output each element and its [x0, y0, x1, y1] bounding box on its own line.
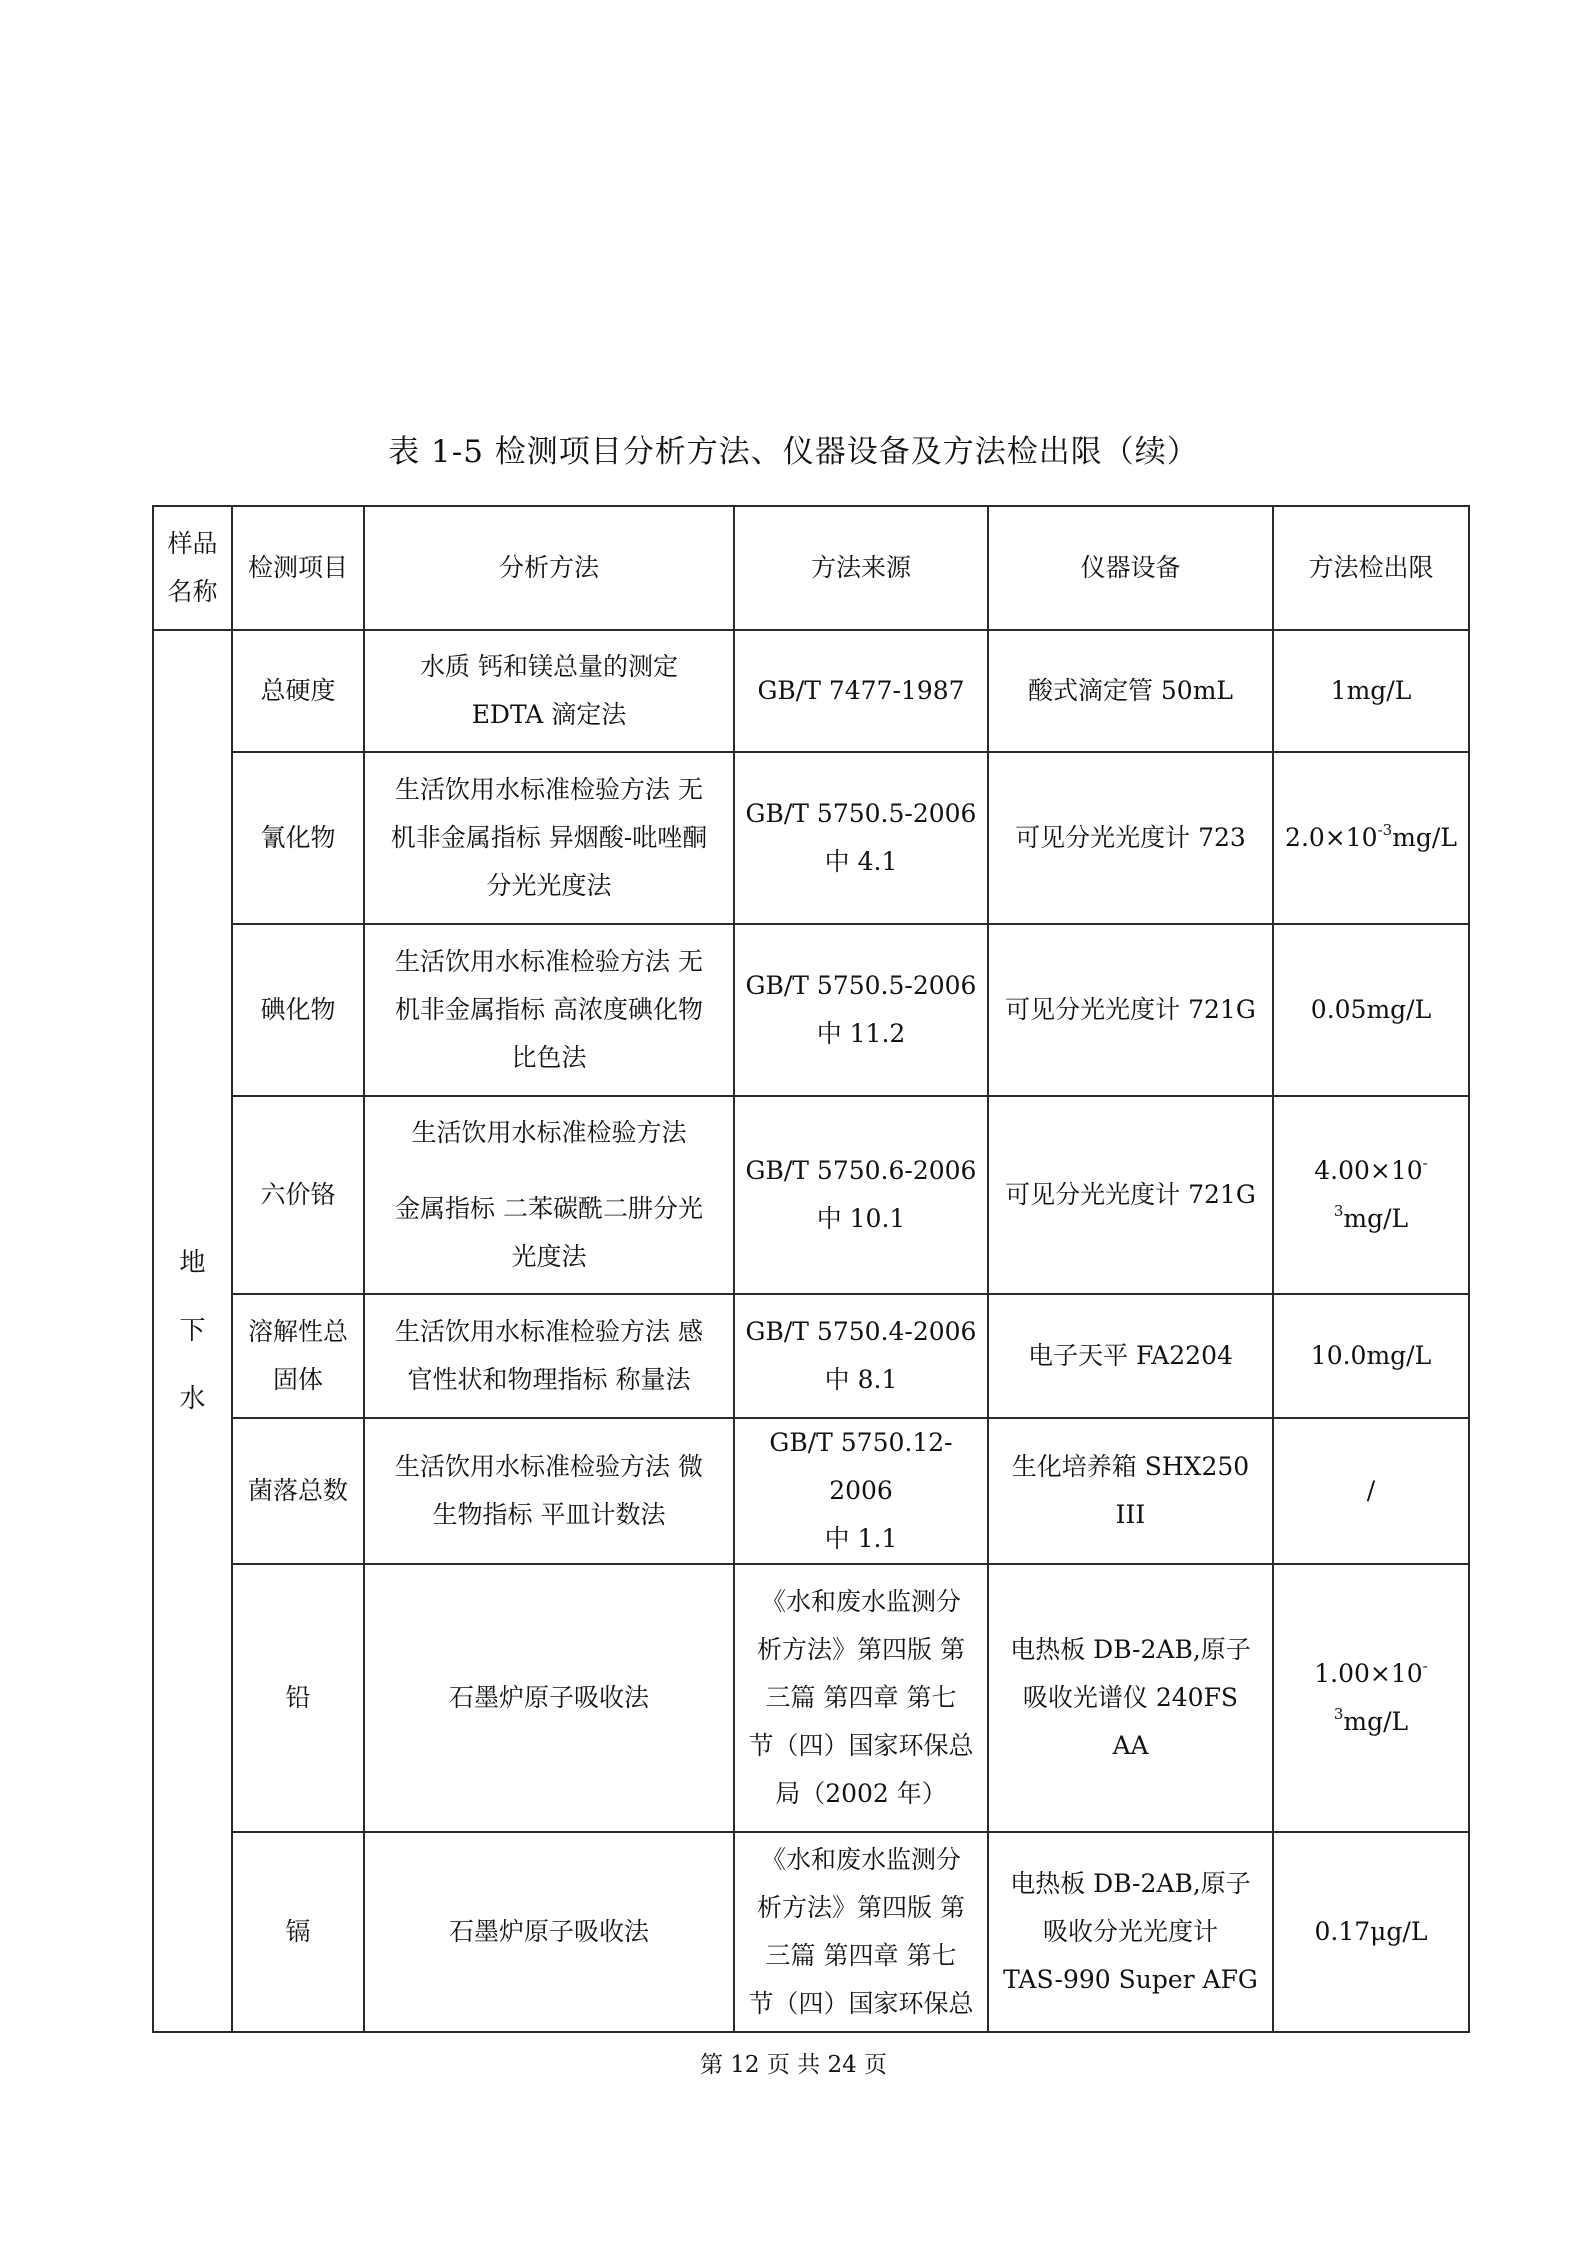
item-cell [232, 1418, 364, 1564]
header-item: 检测项目 [232, 506, 364, 630]
limit-cell [1273, 924, 1469, 1096]
instrument-line: 可见分光光度计 723 [1015, 823, 1246, 852]
method-line: 水质 钙和镁总量的测定 [420, 652, 678, 681]
limit-value [1280, 1147, 1462, 1243]
header-source: 方法来源 [734, 506, 988, 630]
item-text: 镉 [285, 1917, 311, 1946]
instrument-line: 电热板 DB-2AB,原子 [1010, 1869, 1251, 1898]
method-line: 生活饮用水标准检验方法 微 [395, 1452, 703, 1481]
limit-cell [1273, 1294, 1469, 1418]
limit-value [1280, 1332, 1462, 1380]
limit-base: 0.05mg/L [1310, 995, 1432, 1024]
source-line: 《水和废水监测分 [760, 1845, 961, 1874]
instrument-cell [988, 630, 1273, 752]
source-line: 中 10.1 [816, 1204, 906, 1233]
method-line: 石墨炉原子吸收法 [448, 1917, 649, 1946]
item-cell [232, 630, 364, 752]
header-sample-name [153, 506, 232, 630]
table-row [153, 924, 1469, 1096]
source-cell [734, 924, 988, 1096]
method-cell [364, 752, 734, 924]
item-text: 氰化物 [260, 823, 336, 852]
header-sample-name-line2: 名称 [167, 577, 218, 606]
source-line: 节（四）国家环保总 [748, 1731, 974, 1760]
method-line: 生物指标 平皿计数法 [432, 1500, 666, 1529]
method-line: EDTA 滴定法 [471, 700, 627, 729]
limit-value [1280, 1908, 1462, 1956]
table-row [153, 1418, 1469, 1564]
limit-unit: mg/L [1343, 1204, 1409, 1233]
item-cell [232, 924, 364, 1096]
limit-base: 0.17μg/L [1314, 1917, 1428, 1946]
method-line: 分光光度法 [486, 871, 612, 900]
table-row [153, 1832, 1469, 2032]
source-line: GB/T 5750.12-2006 [769, 1428, 953, 1505]
method-line: 生活饮用水标准检验方法 无 [395, 775, 703, 804]
limit-exponent: -3 [1333, 1154, 1428, 1220]
limit-base: 1.00×10 [1314, 1659, 1423, 1688]
source-line: 《水和废水监测分 [760, 1587, 961, 1616]
source-line: GB/T 5750.5-2006 [745, 971, 977, 1000]
limit-cell [1273, 1418, 1469, 1564]
instrument-line: 酸式滴定管 50mL [1027, 676, 1234, 705]
method-cell [364, 1096, 734, 1294]
instrument-line: TAS-990 Super AFG [1003, 1965, 1258, 1994]
sample-char: 下 [179, 1316, 206, 1346]
source-cell [734, 1096, 988, 1294]
sample-char: 水 [179, 1384, 206, 1414]
table-row [153, 1564, 1469, 1832]
item-text: 六价铬 [260, 1180, 336, 1209]
limit-cell [1273, 630, 1469, 752]
limit-base: 10.0mg/L [1310, 1341, 1432, 1370]
limit-base: 1mg/L [1330, 676, 1412, 705]
item-cell [232, 752, 364, 924]
source-cell [734, 1294, 988, 1418]
source-line: 析方法》第四版 第 [757, 1635, 965, 1664]
instrument-cell [988, 1418, 1273, 1564]
source-line: GB/T 5750.4-2006 [745, 1317, 977, 1346]
item-text: 溶解性总 [247, 1317, 348, 1346]
method-line: 机非金属指标 高浓度碘化物 [395, 995, 703, 1024]
instrument-cell [988, 924, 1273, 1096]
method-line: 机非金属指标 异烟酸-吡唑酮 [390, 823, 708, 852]
method-cell [364, 1564, 734, 1832]
source-line: 中 4.1 [824, 847, 898, 876]
source-cell [734, 1832, 988, 2032]
instrument-line: 可见分光光度计 721G [1005, 995, 1256, 1024]
instrument-line: 电子天平 FA2204 [1028, 1341, 1233, 1370]
instrument-line: 生化培养箱 SHX250 [1011, 1452, 1250, 1481]
header-limit: 方法检出限 [1273, 506, 1469, 630]
instrument-cell [988, 1294, 1273, 1418]
method-cell [364, 1294, 734, 1418]
method-line: 生活饮用水标准检验方法 [411, 1118, 687, 1147]
limit-cell [1273, 1564, 1469, 1832]
limit-exponent: -3 [1377, 821, 1393, 839]
limit-unit: mg/L [1392, 823, 1457, 852]
analysis-methods-table [152, 505, 1470, 2033]
table-row [153, 1294, 1469, 1418]
instrument-cell [988, 752, 1273, 924]
limit-base: 4.00×10 [1314, 1156, 1423, 1185]
item-cell [232, 1294, 364, 1418]
source-cell [734, 630, 988, 752]
limit-base: 2.0×10 [1285, 823, 1378, 852]
table-row [153, 630, 1469, 752]
method-cell [364, 1832, 734, 2032]
source-line: GB/T 5750.6-2006 [745, 1156, 977, 1185]
instrument-cell [988, 1564, 1273, 1832]
instrument-cell [988, 1832, 1273, 2032]
limit-cell [1273, 752, 1469, 924]
method-spacer [371, 1157, 727, 1185]
limit-value [1280, 1650, 1462, 1746]
item-text: 碘化物 [260, 995, 336, 1024]
sample-char: 地 [179, 1248, 206, 1278]
method-line: 比色法 [511, 1043, 587, 1072]
limit-value [1280, 1467, 1462, 1515]
limit-value [1280, 986, 1462, 1034]
source-line: 中 11.2 [816, 1019, 906, 1048]
source-line: GB/T 5750.5-2006 [745, 799, 977, 828]
method-line: 石墨炉原子吸收法 [448, 1683, 649, 1712]
table-row [153, 752, 1469, 924]
source-line: 析方法》第四版 第 [757, 1893, 965, 1922]
limit-cell [1273, 1832, 1469, 2032]
instrument-line: III [1115, 1500, 1146, 1529]
source-line: GB/T 7477-1987 [757, 676, 965, 705]
instrument-line: 电热板 DB-2AB,原子 [1010, 1635, 1251, 1664]
instrument-line: 吸收分光光度计 [1042, 1917, 1218, 1946]
limit-value [1280, 814, 1462, 862]
item-text: 固体 [272, 1365, 323, 1394]
item-cell [232, 1564, 364, 1832]
instrument-line: AA [1112, 1731, 1149, 1760]
source-line: 三篇 第四章 第七 [765, 1683, 957, 1712]
method-line: 官性状和物理指标 称量法 [407, 1365, 691, 1394]
limit-cell [1273, 1096, 1469, 1294]
header-method: 分析方法 [364, 506, 734, 630]
instrument-line: 可见分光光度计 721G [1005, 1180, 1256, 1209]
method-line: 生活饮用水标准检验方法 无 [395, 947, 703, 976]
source-line: 局（2002 年） [775, 1779, 947, 1808]
item-text: 铅 [285, 1683, 311, 1712]
item-cell [232, 1832, 364, 2032]
method-cell [364, 630, 734, 752]
limit-unit: mg/L [1343, 1707, 1409, 1736]
instrument-line: 吸收光谱仪 240FS [1022, 1683, 1239, 1712]
method-line: 生活饮用水标准检验方法 感 [395, 1317, 703, 1346]
header-row [153, 506, 1469, 630]
method-cell [364, 1418, 734, 1564]
header-sample-name-line1: 样品 [167, 529, 218, 558]
sample-name-groundwater [153, 630, 232, 2032]
table-row [153, 1096, 1469, 1294]
table-title: 表 1-5 检测项目分析方法、仪器设备及方法检出限（续） [388, 434, 1199, 470]
source-line: 三篇 第四章 第七 [765, 1941, 957, 1970]
method-line: 光度法 [511, 1242, 587, 1271]
source-line: 中 8.1 [824, 1365, 898, 1394]
source-line: 中 1.1 [824, 1524, 898, 1553]
source-cell [734, 1564, 988, 1832]
limit-base: / [1366, 1476, 1376, 1505]
item-text: 总硬度 [260, 676, 336, 705]
limit-value [1280, 667, 1462, 715]
item-cell [232, 1096, 364, 1294]
source-cell [734, 1418, 988, 1564]
item-text: 菌落总数 [247, 1476, 348, 1505]
instrument-cell [988, 1096, 1273, 1294]
header-instrument: 仪器设备 [988, 506, 1273, 630]
source-cell [734, 752, 988, 924]
method-cell [364, 924, 734, 1096]
limit-exponent: -3 [1333, 1657, 1428, 1723]
page-footer: 第 12 页 共 24 页 [699, 2052, 888, 2078]
source-line: 节（四）国家环保总 [748, 1989, 974, 2018]
method-line: 金属指标 二苯碳酰二肼分光 [395, 1194, 703, 1223]
